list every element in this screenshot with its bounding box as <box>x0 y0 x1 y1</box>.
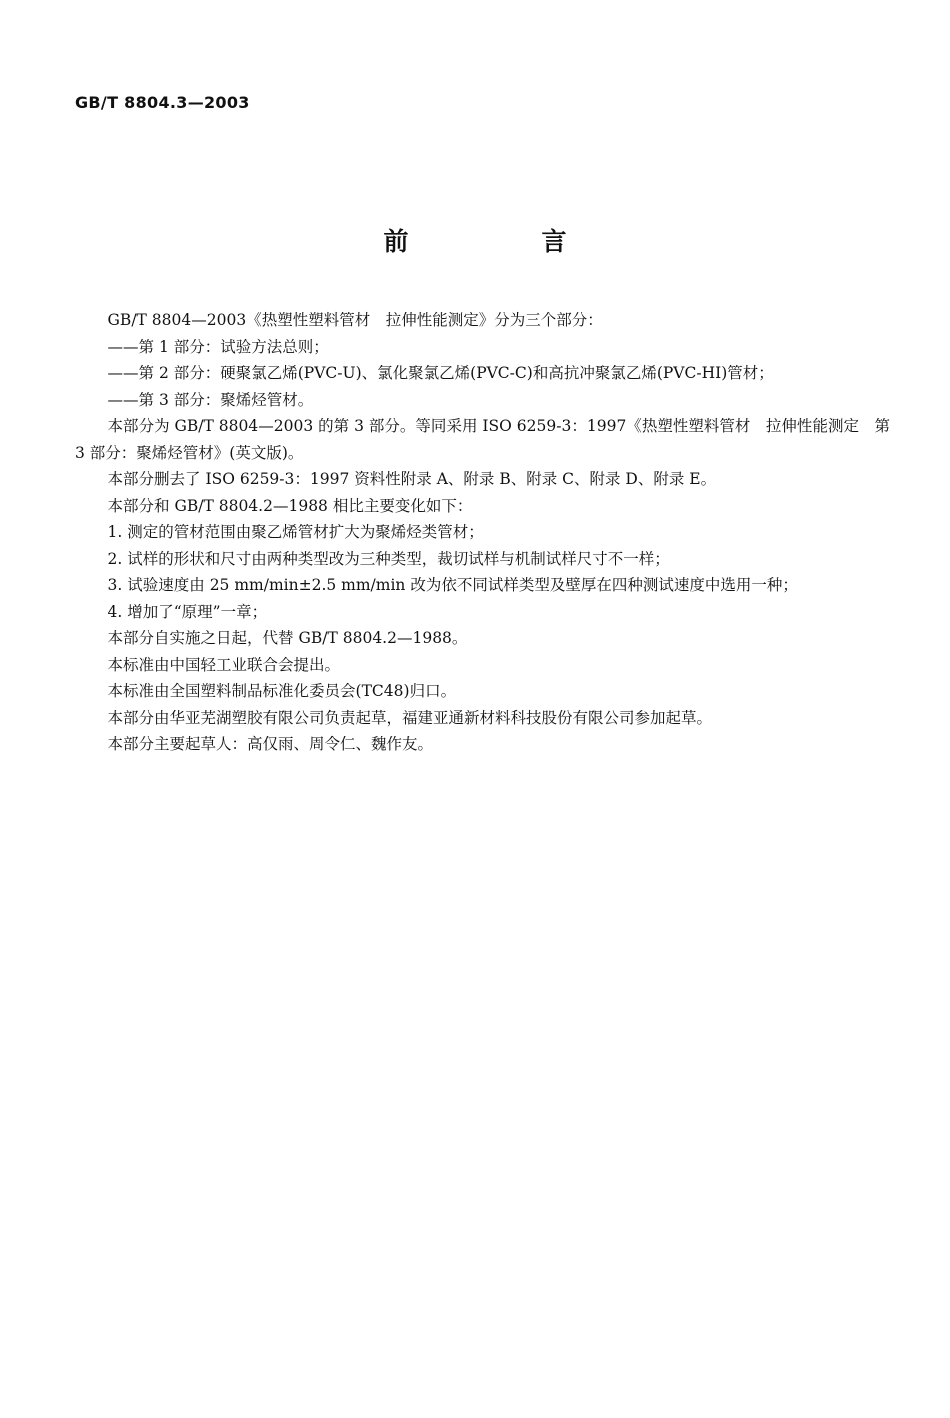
paragraph: 本部分主要起草人：高仅雨、周令仁、魏作友。 <box>107 735 434 753</box>
paragraph: 本部分和 GB/T 8804.2—1988 相比主要变化如下： <box>107 496 473 515</box>
standard-number: GB/T 8804.3—2003 <box>75 93 250 112</box>
paragraph: 本部分由华亚芜湖塑胶有限公司负责起草，福建亚通新材料科技股份有限公司参加起草。 <box>107 708 713 727</box>
paragraph: ——第 1 部分：试验方法总则； <box>107 337 329 356</box>
paragraph: GB/T 8804—2003《热塑性塑料管材 拉伸性能测定》分为三个部分： <box>107 311 603 329</box>
paragraph: 1. 测定的管材范围由聚乙烯管材扩大为聚烯烃类管材； <box>107 523 484 541</box>
paragraph: 本部分删去了 ISO 6259-3：1997 资料性附录 A、附录 B、附录 C、附录 D、附录 E。 <box>107 470 717 488</box>
page-title: 前 言 <box>383 227 621 256</box>
paragraph: 本部分为 GB/T 8804—2003 的第 3 部分。等同采用 ISO 6259-3：1997《热塑性塑料管材 拉伸性能测定 第 3 部分：聚烯烃管材》(英文版)。 <box>75 417 890 462</box>
paragraph: ——第 2 部分：硬聚氯乙烯(PVC-U)、氯化聚氯乙烯(PVC-C)和高抗冲聚氯乙烯(PVC-HI)管材； <box>107 364 774 382</box>
paragraph: 本标准由全国塑料制品标准化委员会(TC48)归口。 <box>107 682 457 700</box>
paragraph: 本标准由中国轻工业联合会提出。 <box>107 655 341 674</box>
paragraph: ——第 3 部分：聚烯烃管材。 <box>107 390 314 409</box>
paragraph: 4. 增加了“原理”一章； <box>107 602 268 621</box>
paragraph: 3. 试验速度由 25 mm/min±2.5 mm/min 改为依不同试样类型及壁厚在四种测试速度中选用一种； <box>107 576 798 594</box>
paragraph: 2. 试样的形状和尺寸由两种类型改为三种类型，裁切试样与机制试样尺寸不一样； <box>107 549 670 568</box>
foreword-body <box>75 307 890 758</box>
paragraph: 本部分自实施之日起，代替 GB/T 8804.2—1988。 <box>107 629 468 647</box>
